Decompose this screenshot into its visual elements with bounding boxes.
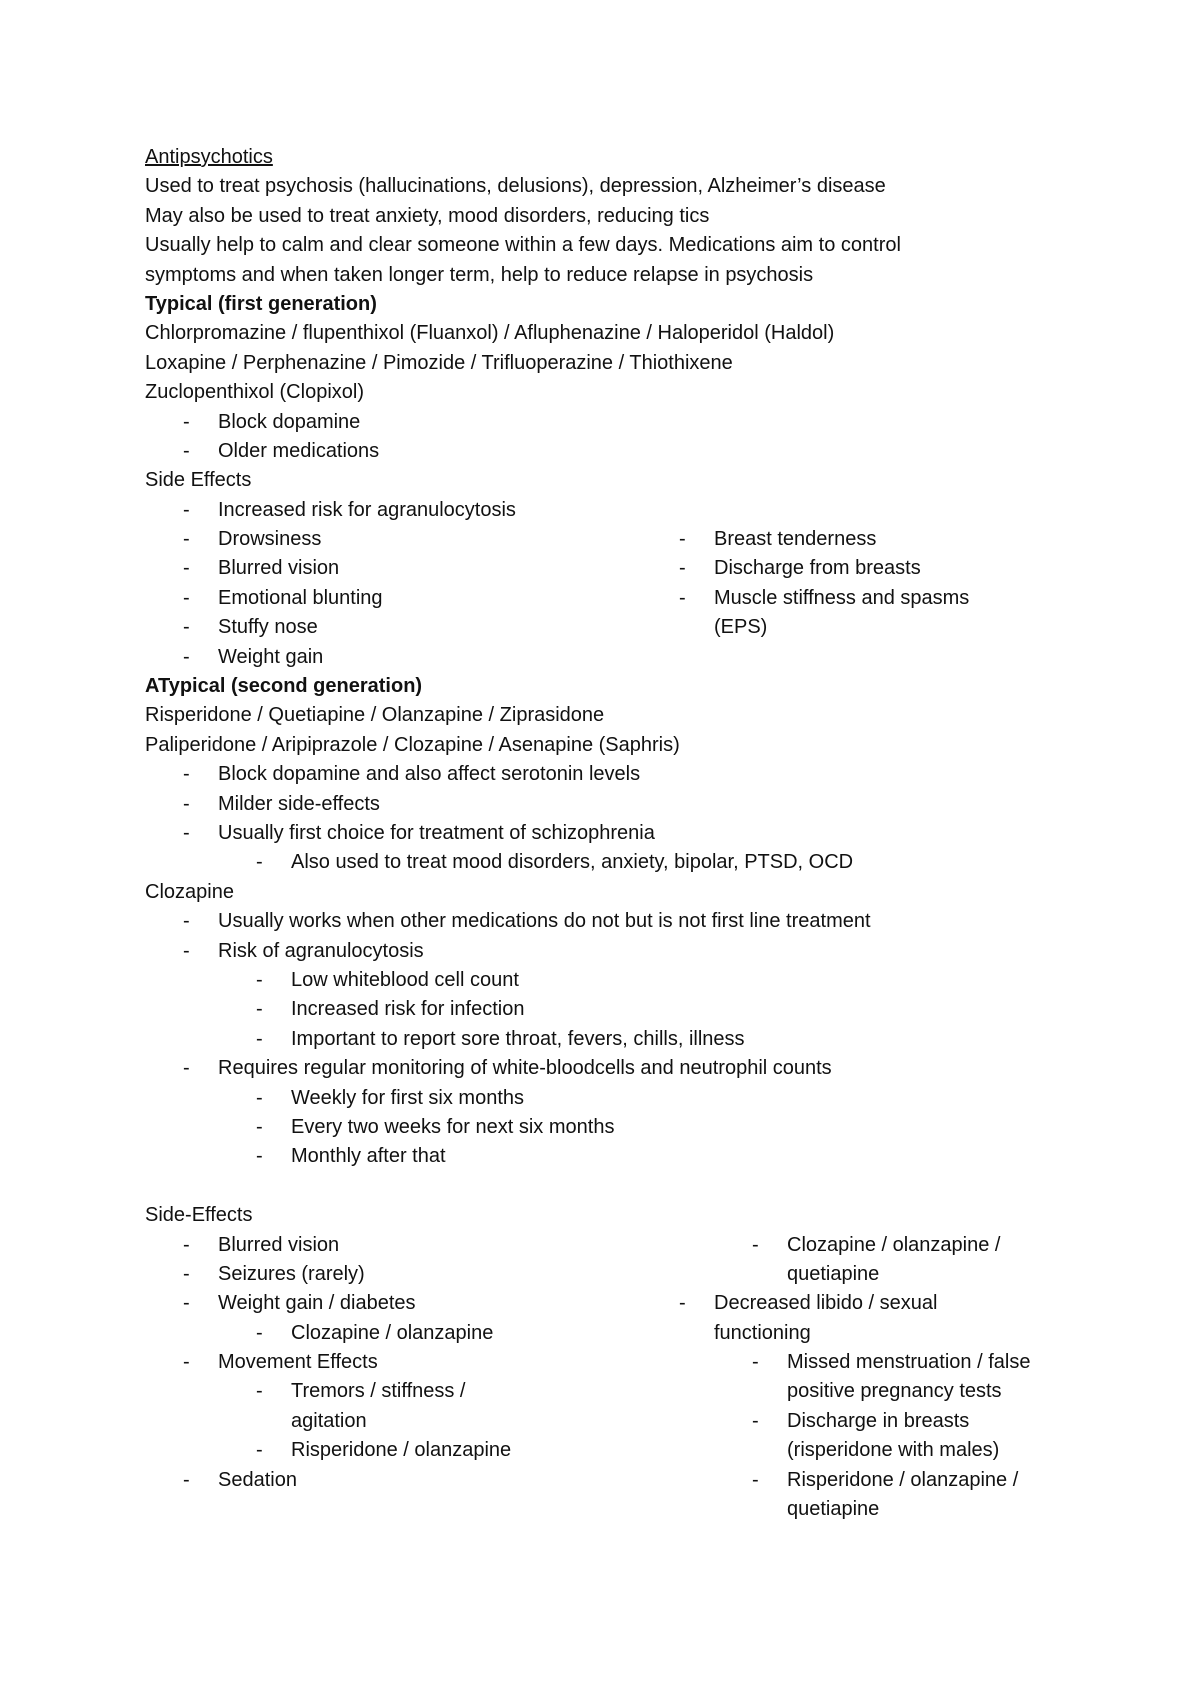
atypical-subpoint: - Also used to treat mood disorders, anxiety, bipolar, PTSD, OCD xyxy=(145,848,1145,877)
side-effects-left-col xyxy=(145,1231,565,1496)
typical-side-effect: - Weight gain xyxy=(145,643,565,672)
typical-side-effects-left-col xyxy=(145,525,565,672)
side-effect-item: - Sedation xyxy=(145,1466,565,1495)
content-block xyxy=(145,143,1145,1531)
typical-side-effect: - Stuffy nose xyxy=(145,613,565,642)
typical-drugs-line: Zuclopenthixol (Clopixol) xyxy=(145,381,364,404)
atypical-drugs-line: Risperidone / Quetiapine / Olanzapine / Ziprasidone xyxy=(145,704,605,727)
clozapine-point: - Risk of agranulocytosis xyxy=(145,937,1145,966)
atypical-point: - Milder side-effects xyxy=(145,790,1145,819)
side-effect-subitem-continued: quetiapine xyxy=(787,1498,880,1521)
typical-side-effect: - Discharge from breasts xyxy=(641,554,1061,583)
typical-side-effect: - Increased risk for agranulocytosis xyxy=(145,496,1145,525)
side-effect-item: - Decreased libido / sexual xyxy=(641,1289,1101,1318)
intro-line: symptoms and when taken longer term, help to reduce relapse in psychosis xyxy=(145,263,814,286)
atypical-point: - Usually first choice for treatment of schizophrenia xyxy=(145,819,1145,848)
side-effect-subitem: - Missed menstruation / false xyxy=(641,1348,1101,1377)
atypical-point: - Block dopamine and also affect serotonin levels xyxy=(145,760,1145,789)
clozapine-heading: Clozapine xyxy=(145,880,234,903)
side-effect-subitem-continued: quetiapine xyxy=(787,1262,880,1285)
side-effect-subitem: - Clozapine / olanzapine xyxy=(145,1319,565,1348)
side-effect-subitem: - Discharge in breasts xyxy=(641,1407,1101,1436)
typical-drugs-line: Loxapine / Perphenazine / Pimozide / Trifluoperazine / Thiothixene xyxy=(145,351,733,374)
typical-side-effect: - Emotional blunting xyxy=(145,584,565,613)
side-effect-subitem-continued: agitation xyxy=(291,1409,367,1432)
typical-point: - Older medications xyxy=(145,437,1145,466)
intro-line: Usually help to calm and clear someone within a few days. Medications aim to control xyxy=(145,234,901,257)
typical-side-effect-continued: (EPS) xyxy=(714,616,768,639)
typical-heading: Typical (first generation) xyxy=(145,292,377,315)
typical-side-effect: - Breast tenderness xyxy=(641,525,1061,554)
side-effect-subitem: - Tremors / stiffness / xyxy=(145,1377,565,1406)
typical-side-effect: - Blurred vision xyxy=(145,554,565,583)
side-effect-subitem: - Risperidone / olanzapine / xyxy=(641,1466,1101,1495)
side-effect-subitem-continued: positive pregnancy tests xyxy=(787,1380,1002,1403)
side-effect-item: - Seizures (rarely) xyxy=(145,1260,565,1289)
side-effect-item: - Movement Effects xyxy=(145,1348,565,1377)
clozapine-subpoint: - Every two weeks for next six months xyxy=(145,1113,1145,1142)
clozapine-subpoint: - Increased risk for infection xyxy=(145,995,1145,1024)
typical-side-effect: - Muscle stiffness and spasms xyxy=(641,584,1061,613)
typical-side-effect: - Drowsiness xyxy=(145,525,565,554)
side-effect-subitem-continued: (risperidone with males) xyxy=(787,1439,1000,1462)
side-effect-item: - Weight gain / diabetes xyxy=(145,1289,565,1318)
side-effect-subitem: - Clozapine / olanzapine / xyxy=(641,1231,1101,1260)
intro-line: Used to treat psychosis (hallucinations, delusions), depression, Alzheimer’s disease xyxy=(145,175,886,198)
side-effects-right-col xyxy=(641,1231,1101,1525)
clozapine-point: - Requires regular monitoring of white-bloodcells and neutrophil counts xyxy=(145,1054,1145,1083)
clozapine-subpoint: - Weekly for first six months xyxy=(145,1084,1145,1113)
clozapine-subpoint: - Important to report sore throat, fevers, chills, illness xyxy=(145,1025,1145,1054)
typical-side-effects-heading: Side Effects xyxy=(145,469,252,492)
side-effects-heading: Side-Effects xyxy=(145,1204,253,1227)
side-effect-item-continued: functioning xyxy=(714,1321,811,1344)
page-title: Antipsychotics xyxy=(145,146,273,168)
spacer xyxy=(145,1172,1145,1201)
clozapine-point: - Usually works when other medications do not but is not first line treatment xyxy=(145,907,1145,936)
typical-drugs-line: Chlorpromazine / flupenthixol (Fluanxol) / Afluphenazine / Haloperidol (Haldol) xyxy=(145,322,835,345)
intro-line: May also be used to treat anxiety, mood disorders, reducing tics xyxy=(145,204,710,227)
typical-side-effects-right-col xyxy=(641,525,1061,643)
typical-side-effects-columns xyxy=(145,525,1145,672)
clozapine-subpoint: - Low whiteblood cell count xyxy=(145,966,1145,995)
clozapine-subpoint: - Monthly after that xyxy=(145,1142,1145,1171)
typical-point: - Block dopamine xyxy=(145,408,1145,437)
side-effect-item: - Blurred vision xyxy=(145,1231,565,1260)
atypical-heading: ATypical (second generation) xyxy=(145,675,423,698)
atypical-drugs-line: Paliperidone / Aripiprazole / Clozapine / Asenapine (Saphris) xyxy=(145,733,680,756)
side-effects-columns xyxy=(145,1231,1145,1531)
side-effect-subitem: - Risperidone / olanzapine xyxy=(145,1436,565,1465)
